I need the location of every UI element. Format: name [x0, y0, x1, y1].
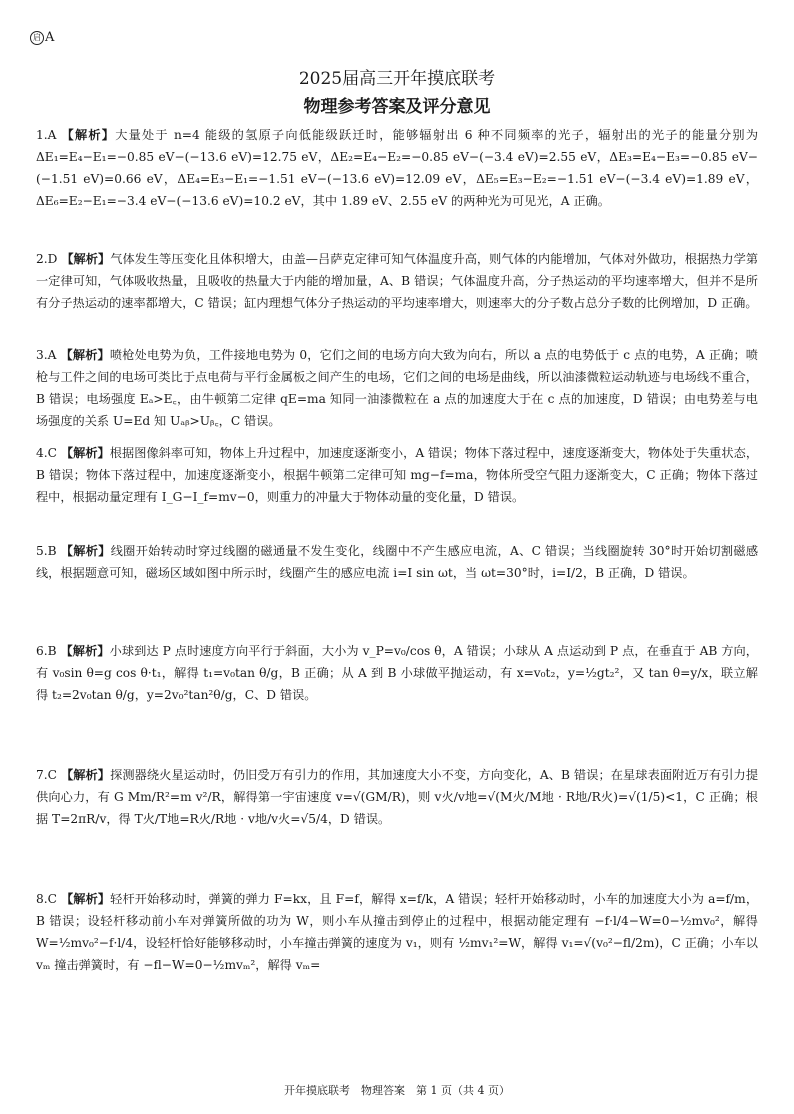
analysis-tag: 【解析】 [60, 644, 110, 658]
answer-label: 7.C [36, 768, 57, 782]
answer-text: 轻杆开始移动时，弹簧的弹力 F=kx，且 F=f，解得 x=f/k，A 错误；轻杆开始移动时，小车的加速度大小为 a=f/m，B 错误；设轻杆移动前小车对弹簧所做的功为 W，则小车从撞击到停止的过程中，根据动能定理有 −f·l/4−W=0−½mv₀²，解得 W=½mv₀²−f·l/4，设轻杆恰好能够移动时，小车撞击弹簧的速度为 v₁，则有 ½mv₁²=W，解得 v₁=√(v₀²−fl/2m)，C 正确；小车以 vₘ 撞击弹簧时，有 −fl−W=0−½mvₘ²，解得 vₘ= [36, 892, 759, 972]
answer-text: 喷枪处电势为负，工件接地电势为 0，它们之间的电场方向大致为向右，所以 a 点的电势低于 c 点的电势，A 正确；喷枪与工件之间的电场可类比于点电荷与平行金属板之间产生的电场，它们之间的电场是曲线，所以油漆微粒运动轨迹与电场线不重合，B 错误；电场强度 Eₐ>E꜀，由牛顿第二定律 qE=ma 知同一油漆微粒在 a 点的加速度大于在 c 点的加速度，D 错误；由电势差与电场强度的关系 U=Ed 知 Uₐᵦ>Uᵦ꜀，C 错误。 [36, 348, 758, 428]
answer-8 [36, 888, 758, 976]
analysis-tag: 【解析】 [60, 348, 110, 362]
answer-2 [36, 248, 758, 314]
analysis-tag: 【解析】 [60, 892, 111, 906]
answer-text: 线圈开始转动时穿过线圈的磁通量不发生变化，线圈中不产生感应电流，A、C 错误；当线圈旋转 30°时开始切割磁感线，根据题意可知，磁场区域如图中所示时，线圈产生的感应电流 i=I sin ωt，当 ωt=30°时，i=I/2，B 正确，D 错误。 [36, 544, 759, 580]
answer-label: 1.A [36, 128, 57, 142]
answer-text: 小球到达 P 点时速度方向平行于斜面，大小为 v_P=v₀/cos θ，A 错误；小球从 A 点运动到 P 点，在垂直于 AB 方向，有 v₀sin θ=g cos θ·t₁，解得 t₁=v₀tan θ/g，B 正确；从 A 到 B 小球做平抛运动，有 x=v₀t₂，y=½gt₂²，又 tan θ=y/x，联立解得 t₂=2v₀tan θ/g，y=2v₀²tan²θ/g，C、D 错误。 [36, 644, 758, 702]
analysis-tag: 【解析】 [60, 446, 110, 460]
version-mark [30, 30, 54, 45]
page-footer: 开年摸底联考 物理答案 第 1 页（共 4 页） [284, 1084, 510, 1097]
answer-1 [36, 124, 758, 212]
analysis-tag: 【解析】 [60, 768, 111, 782]
page-subtitle: 物理参考答案及评分意见 [303, 97, 491, 117]
answer-6 [36, 640, 758, 706]
answer-text: 大量处于 n=4 能级的氢原子向低能级跃迁时，能够辐射出 6 种不同频率的光子，辐射出的光子的能量分别为 ΔE₁=E₄−E₁=−0.85 eV−(−13.6 eV)=12.75 eV，ΔE₂=E₄−E₂=−0.85 eV−(−3.4 eV)=2.55 eV，ΔE₃=E₄−E₃=−0.85 eV−(−1.51 eV)=0.66 eV，ΔE₄=E₃−E₁=−1.51 eV−(−13.6 eV)=12.09 eV，ΔE₅=E₃−E₂=−1.51 eV−(−3.4 eV)=1.89 eV，ΔE₆=E₂−E₁=−3.4 eV−(−13.6 eV)=10.2 eV，其中 1.89 eV、2.55 eV 的两种光为可见光，A 正确。 [36, 128, 759, 208]
answer-text: 探测器绕火星运动时，仍旧受万有引力的作用，其加速度大小不变，方向变化，A、B 错误；在星球表面附近万有引力提供向心力，有 G Mm/R²=m v²/R，解得第一宇宙速度 v=√(GM/R)，则 v火/v地=√(M火/M地 · R地/R火)=√(1/5)<1，C 正确；根据 T=2πR/v，得 T火/T地=R火/R地 · v地/v火=√5/4，D 错误。 [36, 768, 759, 826]
answer-label: 2.D [36, 252, 58, 266]
answer-text: 根据图像斜率可知，物体上升过程中，加速度逐渐变小，A 错误；物体下落过程中，速度逐渐变大，物体处于失重状态，B 错误；物体下落过程中，加速度逐渐变小，根据牛顿第二定律可知 mg−f=ma，物体所受空气阻力逐渐变大，C 正确；物体下落过程中，根据动量定理有 I_G−I_f=mv−0，则重力的冲量大于物体动量的变化量，D 错误。 [36, 446, 759, 504]
answer-label: 6.B [36, 644, 57, 658]
analysis-tag: 【解析】 [60, 544, 111, 558]
answer-7 [36, 764, 758, 830]
page-title: 2025届高三开年摸底联考 [298, 69, 496, 89]
analysis-tag: 【解析】 [61, 128, 116, 142]
answer-label: 4.C [36, 446, 57, 460]
answer-label: 5.B [36, 544, 57, 558]
version-circle: 启 [30, 31, 44, 45]
answer-text: 气体发生等压变化且体积增大，由盖—吕萨克定律可知气体温度升高，则气体的内能增加，气体对外做功，根据热力学第一定律可知，气体吸收热量，且吸收的热量大于内能的增加量，A、B 错误；气体温度升高，分子热运动的平均速率增大，但并不是所有分子热运动的速率都增大，C 错误；缸内理想气体分子热运动的平均速率增大，则速率大的分子数占总分子数的比例增加，D 正确。 [36, 252, 759, 310]
answer-label: 3.A [36, 348, 57, 362]
answer-5 [36, 540, 758, 584]
answer-4 [36, 442, 758, 508]
answer-label: 8.C [36, 892, 57, 906]
version-label: A [45, 30, 55, 45]
answer-3 [36, 344, 758, 432]
analysis-tag: 【解析】 [61, 252, 111, 266]
